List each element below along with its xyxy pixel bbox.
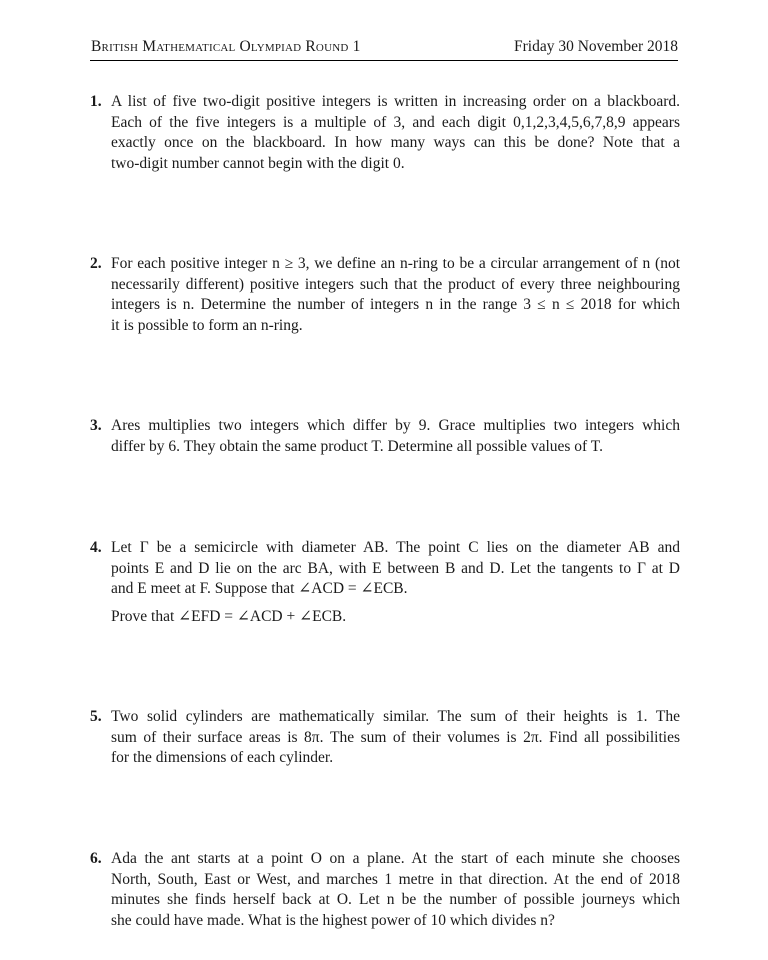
problem-line: integers is n. Determine the number of integers n in the range 3 ≤ n ≤ 2018 for which xyxy=(111,296,680,313)
problem-line: North, South, East or West, and marches 1 metre in that direction. At the end of 2018 xyxy=(111,870,680,888)
problem-number: 5. xyxy=(90,708,102,725)
paper-title: British Mathematical Olympiad Round 1 xyxy=(91,38,361,55)
page-header xyxy=(90,38,678,61)
problem-number: 1. xyxy=(90,93,102,110)
problem-line: it is possible to form an n-ring. xyxy=(111,316,303,334)
problem-line: Ares multiplies two integers which differ by 9. Grace multiplies two integers which xyxy=(111,417,680,434)
problem-number: 6. xyxy=(90,850,102,867)
problem-line: Prove that ∠EFD = ∠ACD + ∠ECB. xyxy=(111,607,347,625)
problem-5 xyxy=(90,707,680,769)
problem-line: for the dimensions of each cylinder. xyxy=(111,749,334,766)
problem-line: two-digit number cannot begin with the digit 0. xyxy=(111,154,405,172)
problem-line: minutes she finds herself back at O. Let n be the number of possible journeys which xyxy=(111,891,680,908)
problem-line: A list of five two-digit positive integers is written in increasing order on a blackboard. xyxy=(111,93,680,110)
problem-line: points E and D lie on the arc BA, with E between B and D. Let the tangents to Γ at D xyxy=(111,559,680,577)
problem-line: exactly once on the blackboard. In how many ways can this be done? Note that a xyxy=(111,134,680,151)
problem-1 xyxy=(90,92,680,174)
problem-3 xyxy=(90,416,680,457)
problem-number: 2. xyxy=(90,255,102,272)
problem-line: sum of their surface areas is 8π. The sum of their volumes is 2π. Find all possibilities xyxy=(111,728,680,746)
problem-6 xyxy=(90,849,680,931)
problem-line: Ada the ant starts at a point O on a plane. At the start of each minute she chooses xyxy=(111,850,680,867)
problem-line: and E meet at F. Suppose that ∠ACD = ∠ECB. xyxy=(111,580,408,597)
problem-number: 3. xyxy=(90,417,102,434)
problem-line: Two solid cylinders are mathematically similar. The sum of their heights is 1. The xyxy=(111,708,680,725)
problem-line: Each of the five integers is a multiple of 3, and each digit 0,1,2,3,4,5,6,7,8,9 appears xyxy=(111,113,680,131)
problem-2 xyxy=(90,254,680,336)
problem-line: she could have made. What is the highest power of 10 which divides n? xyxy=(111,911,555,929)
problem-4 xyxy=(90,538,680,627)
problem-line: necessarily different) positive integers such that the product of every three neighbouring xyxy=(111,275,680,293)
problem-number: 4. xyxy=(90,539,102,556)
problem-line: Let Γ be a semicircle with diameter AB. The point C lies on the diameter AB and xyxy=(111,539,680,556)
paper-date: Friday 30 November 2018 xyxy=(513,38,678,55)
problem-line: For each positive integer n ≥ 3, we define an n-ring to be a circular arrangement of n (not xyxy=(111,255,680,272)
problem-line: differ by 6. They obtain the same product T. Determine all possible values of T. xyxy=(111,437,604,455)
